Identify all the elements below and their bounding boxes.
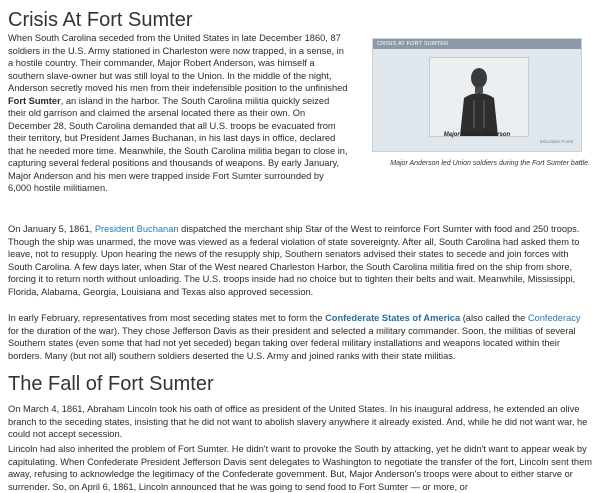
paragraph-text: (also called the bbox=[460, 313, 528, 323]
fort-sumter-term: Fort Sumter bbox=[8, 95, 61, 106]
paragraph-text: On March 4, 1861, Abraham Lincoln took his oath of office as president of the United States. In his inaugural address, he extended an olive branch to the seceding states, insisting that he did not want to abolish slavery anywhere it already existed. And, while he did not want war, he could not accept secession. bbox=[8, 404, 588, 439]
president-buchanan-link[interactable]: President Buchanan bbox=[94, 224, 179, 234]
portrait-image bbox=[429, 57, 529, 137]
paragraph-text: for the duration of the war). They chose Jefferson Davis as their president and selected a military commander. Soon, the militias of several Southern states (even some that had not yet seceded) began taking over federal military installations and weapons located within their borders. Many (but not all) southern soldiers deserted the U.S. Army and joined ranks with their state militias. bbox=[8, 325, 576, 361]
paragraph-text: Lincoln had also inherited the problem of Fort Sumter. He didn't want to provoke the South by attacking, yet he didn't want to appear weak by capitulating. When Confederate President Jefferson Davis sent delegates to Washington to negotiate the transfer of the fort, Lincoln sent them away, refusing to acknowledge the legitimacy of the Confederate government. But, Major Anderson's troops were about to either starve or surrender. So, on April 6, 1861, Lincoln announced that he was going to send food to Fort Sumter — or more, or bbox=[8, 444, 592, 492]
section-heading-fall: The Fall of Fort Sumter bbox=[8, 373, 214, 395]
paragraph bbox=[8, 223, 592, 298]
paragraph bbox=[8, 403, 592, 441]
confederacy-link[interactable]: Confederacy bbox=[527, 313, 581, 323]
figure-credit: Education Portal bbox=[539, 138, 573, 144]
paragraph-text: In early February, representatives from most seceding states met to form the bbox=[8, 313, 326, 323]
figure-image[interactable] bbox=[372, 38, 582, 152]
figure bbox=[360, 38, 592, 171]
figure-banner: CRISIS AT FORT SUMTER bbox=[373, 39, 581, 49]
figure-name: Major Robert Anderson bbox=[443, 132, 511, 138]
confederate-states-link[interactable]: Confederate States of America bbox=[325, 313, 461, 323]
paragraph-text: , an island in the harbor. The South Carolina militia quickly seized their old garrison and claimed the arsenal located there as their own. On December 28, South Carolina demanded that all U.S. troops be evacuated from their territory, but President James Buchanan, in his last days in office, declared that he needed more time. Meanwhile, the South Carolina militia began to close in, capturing several federal positions and thousands of weapons. By early January, Major Anderson and his men were trapped inside Fort Sumter surrounded by 6,000 hostile militiamen. bbox=[8, 95, 348, 193]
paragraph bbox=[8, 32, 592, 195]
section-heading-crisis: Crisis At Fort Sumter bbox=[8, 9, 193, 31]
portrait-icon bbox=[430, 58, 528, 136]
paragraph bbox=[8, 312, 592, 362]
paragraph bbox=[8, 443, 592, 493]
paragraph-text: On January 5, 1861, bbox=[8, 224, 95, 234]
paragraph-text: dispatched the merchant ship Star of the West to reinforce Fort Sumter with food and 250 troops. Though the ship was unarmed, the move was viewed as a federal violation of state sovereignty. After all, South Carolina had asked them to leave, not to resupply. Upon hearing the news of the resupply ship, Southern senators advised their states to secede and join forces with South Carolina. A few days later, when Star of the West neared Charleston Harbor, the South Carolina militia fired on the ship from shore, forcing it to return north without unloading. The U.S. troops inside had no choice but to tighten their belts and wait. Meanwhile, Mississippi, Florida, Alabama, Georgia, Louisiana and Texas also approved secession. bbox=[8, 224, 580, 297]
paragraph-text: When South Carolina seceded from the United States in late December 1860, 87 soldiers in the U.S. Army stationed in Charleston were now trapped, in a sense, in a hostile country. Their commander, Major Robert Anderson, was himself a southern slave-owner but was still loyal to the Union. In the middle of the night, Anderson secretly moved his men from their indefensible position to the unfinished bbox=[8, 33, 348, 93]
figure-caption: Major Anderson led Union soldiers during the Fort Sumter battle. bbox=[390, 160, 590, 167]
